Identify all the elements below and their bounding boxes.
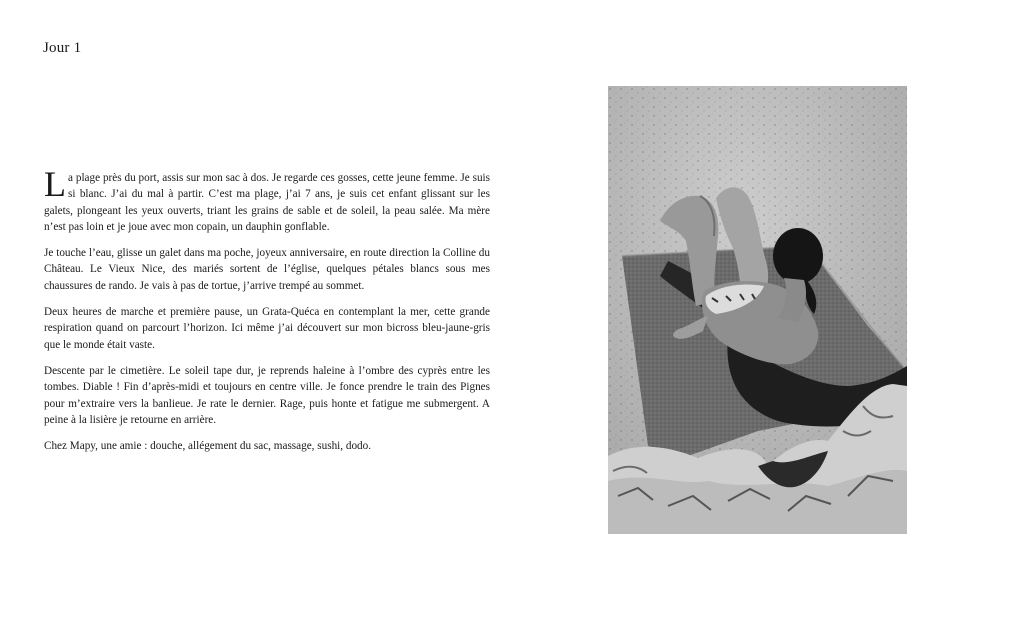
page-title: Jour 1: [43, 40, 82, 56]
paragraph-2: Je touche l’eau, glisse un galet dans ma poche, joyeux anniversaire, en route direction la Colline du Château. Le Vieux Nice, des mariés sortent de l’église, quelques pétales blancs sous mes chaussures de rando. Je vais à pas de tortue, j’arrive trempé au sommet.: [44, 247, 490, 292]
beach-photo: [608, 86, 907, 534]
article-body: [44, 164, 490, 464]
dropcap-letter: L: [44, 164, 66, 204]
paragraph-5: Chez Mapy, une amie : douche, allégement du sac, massage, sushi, dodo.: [44, 440, 372, 453]
paragraph-3: Deux heures de marche et première pause, un Grata-Quéca en contemplant la mer, cette grande respiration quand on parcourt l’horizon. Ici même j’ai découvert sur mon bicross bleu-jaune-gris que le monde était vaste.: [44, 306, 490, 351]
paragraph-4: Descente par le cimetière. Le soleil tape dur, je reprends haleine à l’ombre des cyprès entre les tombes. Diable ! Fin d’après-midi et toujours en centre ville. Je fonce prendre le train des Pignes pour m’extraire vers la banlieue. Je rate le dernier. Rage, puis honte et fatigue me submergent. A peine à la lisière je retourne en arrière.: [44, 364, 490, 426]
paragraph-1: [44, 164, 490, 235]
paragraph-1-text: a plage près du port, assis sur mon sac à dos. Je regarde ces gosses, cette jeune femme. Je suis si blanc. J’ai du mal à partir. C’est ma plage, j’ai 7 ans, je suis cet enfant glissant sur les galets, plongeant les yeux ouverts, triant les grains de sable et de soleil, la peau salée. Ma mère n’est pas loin et je joue avec mon copain, un dauphin gonflable.: [44, 172, 490, 233]
beach-photo-illustration: [608, 86, 907, 534]
hair: [773, 228, 823, 284]
